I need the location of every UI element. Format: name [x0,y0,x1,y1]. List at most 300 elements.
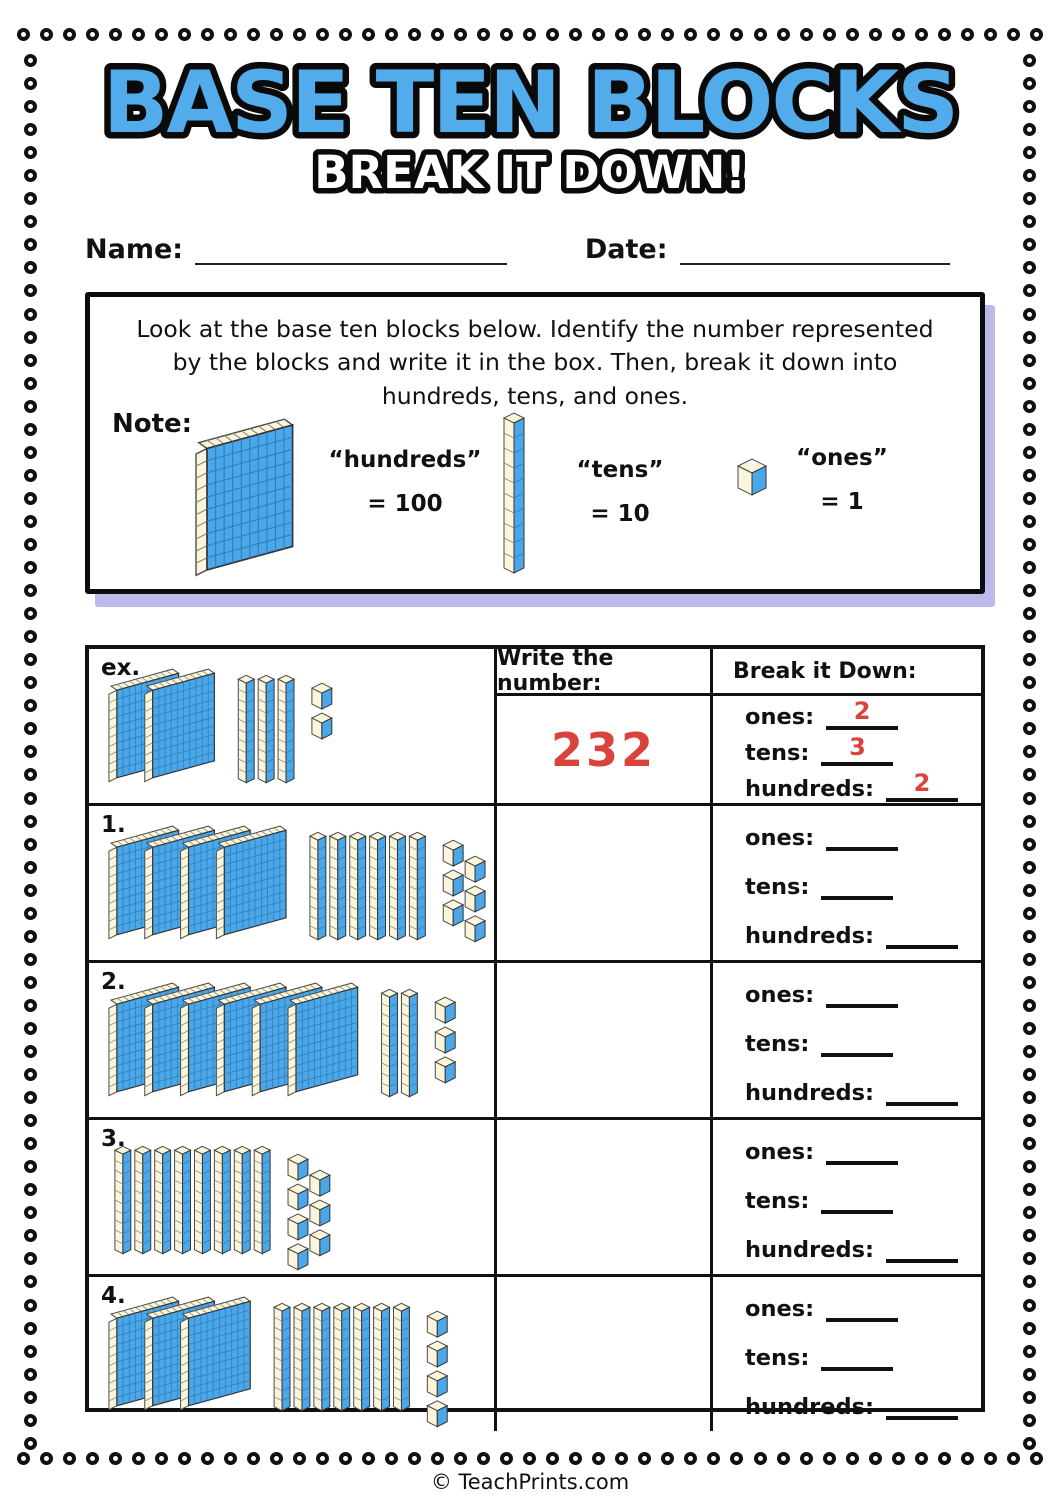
border-dot [1023,792,1036,805]
border-dot [339,1452,352,1465]
border-dot [592,1452,605,1465]
border-dot [800,1452,813,1465]
border-dot [569,28,582,41]
border-dot [24,976,37,989]
write-number-cell[interactable] [497,1277,713,1431]
border-dot [1023,354,1036,367]
border-dot [1023,146,1036,159]
border-dot [1023,815,1036,828]
border-dot [1023,630,1036,643]
border-dot [24,999,37,1012]
date-input-line[interactable] [680,235,950,265]
border-dot [800,28,813,41]
border-dot [569,1452,582,1465]
border-dot [1023,1368,1036,1381]
border-dot [24,192,37,205]
border-dot [40,28,53,41]
border-dot [385,1452,398,1465]
border-dot [24,446,37,459]
border-dot [63,28,76,41]
border-dot [1023,722,1036,735]
tens-label: tens: [745,1031,810,1057]
blocks-cell [89,806,497,963]
border-dot [1023,1414,1036,1427]
blocks-cell [89,1277,497,1431]
hundreds-label: hundreds: [745,775,875,802]
border-dot [24,838,37,851]
legend-hundreds-label: “hundreds” [328,447,482,473]
ones-input-line[interactable] [826,817,898,851]
border-dot [915,28,928,41]
blocks-cell [89,649,497,806]
ones-input-line[interactable] [826,1131,898,1165]
legend-tens [560,449,680,536]
number-answer [497,1120,710,1274]
row-label: ex. [101,655,141,681]
border-dot [869,28,882,41]
border-dot [270,28,283,41]
tens-block-icon [498,409,538,581]
border-dot [224,1452,237,1465]
border-dot [869,1452,882,1465]
base-ten-blocks-figure [95,1126,491,1274]
row-label: 2. [101,969,126,995]
border-dot [316,28,329,41]
tens-input-line[interactable] [821,1180,893,1214]
breakdown-line-ones [745,817,981,851]
tens-label: tens: [745,874,810,900]
breakdown-cell [713,963,981,1120]
border-dot [1023,308,1036,321]
border-dot [293,28,306,41]
border-dot [1023,607,1036,620]
border-dot [24,515,37,528]
border-dot [109,28,122,41]
tens-input-line[interactable] [821,1023,893,1057]
border-dot [500,28,513,41]
page-title-art [40,52,1020,150]
border-dot [24,1345,37,1358]
border-dot [846,28,859,41]
border-dot [408,28,421,41]
border-dot [247,1452,260,1465]
border-dot [24,331,37,344]
border-dot [385,28,398,41]
instruction-text: Look at the base ten blocks below. Identify the number represented by the blocks and write it in the box. Then, break it down into hundreds, tens, and ones. [136,315,934,410]
border-dot [24,423,37,436]
breakdown-line-hundreds [745,1386,981,1420]
row-label: 1. [101,812,126,838]
border-dot [132,28,145,41]
number-answer [497,963,710,1117]
border-dot [270,1452,283,1465]
border-dot [777,1452,790,1465]
breakdown-line-tens [745,866,981,900]
border-dot [1023,100,1036,113]
border-dot [523,1452,536,1465]
border-dot [24,792,37,805]
border-dot [362,1452,375,1465]
write-number-cell[interactable] [497,646,713,806]
border-dot [24,1022,37,1035]
border-dot [1023,676,1036,689]
breakdown-lines [713,806,981,960]
breakdown-line-hundreds [745,1229,981,1263]
dotted-border-left [24,54,37,1450]
dotted-border-top [17,28,1043,41]
border-dot [454,28,467,41]
border-dot [293,1452,306,1465]
border-dot [408,1452,421,1465]
border-dot [24,1275,37,1288]
border-dot [754,28,767,41]
tens-input-line[interactable] [821,1337,893,1371]
hundreds-input-line[interactable] [886,768,958,802]
border-dot [500,1452,513,1465]
border-dot [1023,377,1036,390]
border-dot [24,77,37,90]
border-dot [777,28,790,41]
border-dot [24,377,37,390]
legend-hundreds [320,439,490,526]
border-dot [938,1452,951,1465]
border-dot [1023,169,1036,182]
border-dot [178,28,191,41]
border-dot [1023,1114,1036,1127]
border-dot [24,169,37,182]
note-label: Note: [112,409,193,439]
border-dot [24,699,37,712]
instruction-box [85,292,985,594]
row-label: 3. [101,1126,126,1152]
write-number-cell[interactable] [497,806,713,963]
border-dot [1023,838,1036,851]
ones-label: ones: [745,703,815,730]
breakdown-line-ones [745,1131,981,1165]
border-dot [823,1452,836,1465]
border-dot [24,1183,37,1196]
border-dot [1023,699,1036,712]
border-dot [17,28,30,41]
border-dot [892,28,905,41]
base-ten-blocks-figure [95,1283,491,1431]
border-dot [24,1068,37,1081]
border-dot [178,1452,191,1465]
border-dot [316,1452,329,1465]
border-dot [1023,192,1036,205]
border-dot [1023,1391,1036,1404]
border-dot [1023,54,1036,67]
border-dot [1023,423,1036,436]
breakdown-line-tens [745,1023,981,1057]
border-dot [431,1452,444,1465]
breakdown-cell [713,1277,981,1431]
legend-tens-label: “tens” [576,457,664,483]
border-dot [247,28,260,41]
breakdown-line-tens [745,1337,981,1371]
border-dot [661,28,674,41]
border-dot [24,676,37,689]
base-ten-blocks-figure [95,812,491,960]
date-label: Date: [584,234,668,265]
breakdown-lines [713,1120,981,1274]
border-dot [155,1452,168,1465]
breakdown-line-ones [745,1288,981,1322]
border-dot [24,861,37,874]
border-dot [24,238,37,251]
border-dot [477,1452,490,1465]
border-dot [339,28,352,41]
ones-label: ones: [745,982,815,1008]
border-dot [1023,77,1036,90]
border-dot [224,28,237,41]
border-dot [638,28,651,41]
border-dot [132,1452,145,1465]
border-dot [1023,469,1036,482]
border-dot [915,1452,928,1465]
border-dot [24,653,37,666]
tens-input-line[interactable] [821,866,893,900]
legend-ones-label: “ones” [796,445,888,471]
write-number-header: Write the number: [497,649,710,696]
number-answer [497,1277,710,1431]
border-dot [24,284,37,297]
ones-label: ones: [745,1296,815,1322]
border-dot [1007,28,1020,41]
ones-label: ones: [745,1139,815,1165]
ones-input-line[interactable] [826,1288,898,1322]
border-dot [684,28,697,41]
border-dot [24,722,37,735]
border-dot [1023,400,1036,413]
hundreds-label: hundreds: [745,923,875,949]
border-dot [546,28,559,41]
border-dot [615,28,628,41]
page-subtitle-art [40,142,1020,202]
legend-ones [782,437,902,524]
border-dot [24,584,37,597]
border-dot [24,1091,37,1104]
border-dot [730,28,743,41]
breakdown-line-hundreds [745,768,981,802]
tens-input-line[interactable] [821,732,893,766]
border-dot [707,28,720,41]
tens-label: tens: [745,1345,810,1371]
border-dot [24,492,37,505]
breakdown-line-hundreds [745,915,981,949]
border-dot [846,1452,859,1465]
border-dot [523,28,536,41]
border-dot [1023,1275,1036,1288]
dotted-border-bottom [17,1452,1043,1465]
border-dot [1030,1452,1043,1465]
breakdown-cell [713,649,981,806]
border-dot [24,123,37,136]
tens-label: tens: [745,739,810,766]
border-dot [201,1452,214,1465]
border-dot [24,1322,37,1335]
blocks-cell [89,963,497,1120]
hundreds-label: hundreds: [745,1394,875,1420]
legend-ones-value: = 1 [820,488,864,515]
border-dot [1023,1322,1036,1335]
border-dot [24,907,37,920]
ones-answer: 2 [853,696,871,725]
border-dot [1023,215,1036,228]
border-dot [24,745,37,758]
border-dot [823,28,836,41]
border-dot [1023,1022,1036,1035]
legend-hundreds-value: = 100 [367,490,443,517]
page-subtitle: BREAK IT DOWN! [314,146,746,199]
border-dot [1007,1452,1020,1465]
border-dot [984,1452,997,1465]
border-dot [40,1452,53,1465]
border-dot [109,1452,122,1465]
border-dot [1023,331,1036,344]
base-ten-blocks-figure [95,655,491,803]
border-dot [1023,1183,1036,1196]
border-dot [86,28,99,41]
border-dot [24,1045,37,1058]
name-input-line[interactable] [195,235,507,265]
border-dot [1023,1160,1036,1173]
border-dot [1023,492,1036,505]
border-dot [1023,1437,1036,1450]
border-dot [24,54,37,67]
write-number-cell[interactable] [497,1120,713,1277]
border-dot [1023,261,1036,274]
hundreds-input-line[interactable] [886,1386,958,1420]
ones-input-line[interactable] [826,696,898,730]
border-dot [24,469,37,482]
number-answer [497,806,710,960]
border-dot [362,28,375,41]
border-dot [1023,907,1036,920]
border-dot [730,1452,743,1465]
border-dot [1023,953,1036,966]
border-dot [661,1452,674,1465]
border-dot [24,1368,37,1381]
border-dot [938,28,951,41]
border-dot [24,308,37,321]
footer-credit: © TeachPrints.com [430,1470,630,1494]
worksheet-table [85,645,985,1420]
hundreds-answer: 2 [913,768,931,797]
border-dot [24,1437,37,1450]
blocks-cell [89,1120,497,1277]
border-dot [24,630,37,643]
border-dot [1023,584,1036,597]
border-dot [24,768,37,781]
breakdown-cell [713,1120,981,1277]
hundreds-label: hundreds: [745,1080,875,1106]
border-dot [24,1160,37,1173]
border-dot [24,1229,37,1242]
border-dot [1023,1068,1036,1081]
border-dot [754,1452,767,1465]
border-dot [892,1452,905,1465]
border-dot [707,1452,720,1465]
border-dot [24,1137,37,1150]
border-dot [961,28,974,41]
breakdown-line-tens [745,732,981,766]
hundreds-input-line[interactable] [886,915,958,949]
border-dot [24,1414,37,1427]
border-dot [24,400,37,413]
border-dot [1023,1299,1036,1312]
name-label: Name: [85,234,184,265]
page-title: BASE TEN BLOCKS [102,53,958,150]
border-dot [24,261,37,274]
hundreds-label: hundreds: [745,1237,875,1263]
border-dot [1023,1045,1036,1058]
border-dot [17,1452,30,1465]
border-dot [1023,1345,1036,1358]
breakdown-lines [713,1277,981,1431]
border-dot [63,1452,76,1465]
border-dot [1023,123,1036,136]
ones-input-line[interactable] [826,974,898,1008]
border-dot [24,538,37,551]
border-dot [1023,1252,1036,1265]
breakdown-cell [713,806,981,963]
border-dot [86,1452,99,1465]
breakdown-lines [713,963,981,1117]
ones-block-icon [732,455,776,507]
breakdown-line-ones [745,696,981,730]
border-dot [24,930,37,943]
legend-tens-value: = 10 [590,500,650,527]
border-dot [24,1114,37,1127]
ones-label: ones: [745,825,815,851]
border-dot [24,1299,37,1312]
breakdown-header: Break it Down: [713,649,981,696]
border-dot [1023,745,1036,758]
border-dot [477,28,490,41]
write-number-cell[interactable] [497,963,713,1120]
border-dot [1023,653,1036,666]
border-dot [24,953,37,966]
border-dot [201,28,214,41]
border-dot [1023,515,1036,528]
hundreds-input-line[interactable] [886,1072,958,1106]
border-dot [984,28,997,41]
number-answer: 232 [550,722,657,777]
name-date-row [85,234,950,265]
border-dot [24,884,37,897]
dotted-border-right [1023,54,1036,1450]
border-dot [592,28,605,41]
border-dot [1023,976,1036,989]
border-dot [431,28,444,41]
border-dot [24,354,37,367]
border-dot [454,1452,467,1465]
breakdown-line-tens [745,1180,981,1214]
border-dot [684,1452,697,1465]
border-dot [1023,446,1036,459]
tens-answer: 3 [849,732,866,761]
border-dot [155,28,168,41]
border-dot [1023,768,1036,781]
border-dot [1023,1206,1036,1219]
border-dot [24,146,37,159]
hundreds-input-line[interactable] [886,1229,958,1263]
border-dot [24,1206,37,1219]
border-dot [1023,561,1036,574]
border-dot [1030,28,1043,41]
tens-label: tens: [745,1188,810,1214]
